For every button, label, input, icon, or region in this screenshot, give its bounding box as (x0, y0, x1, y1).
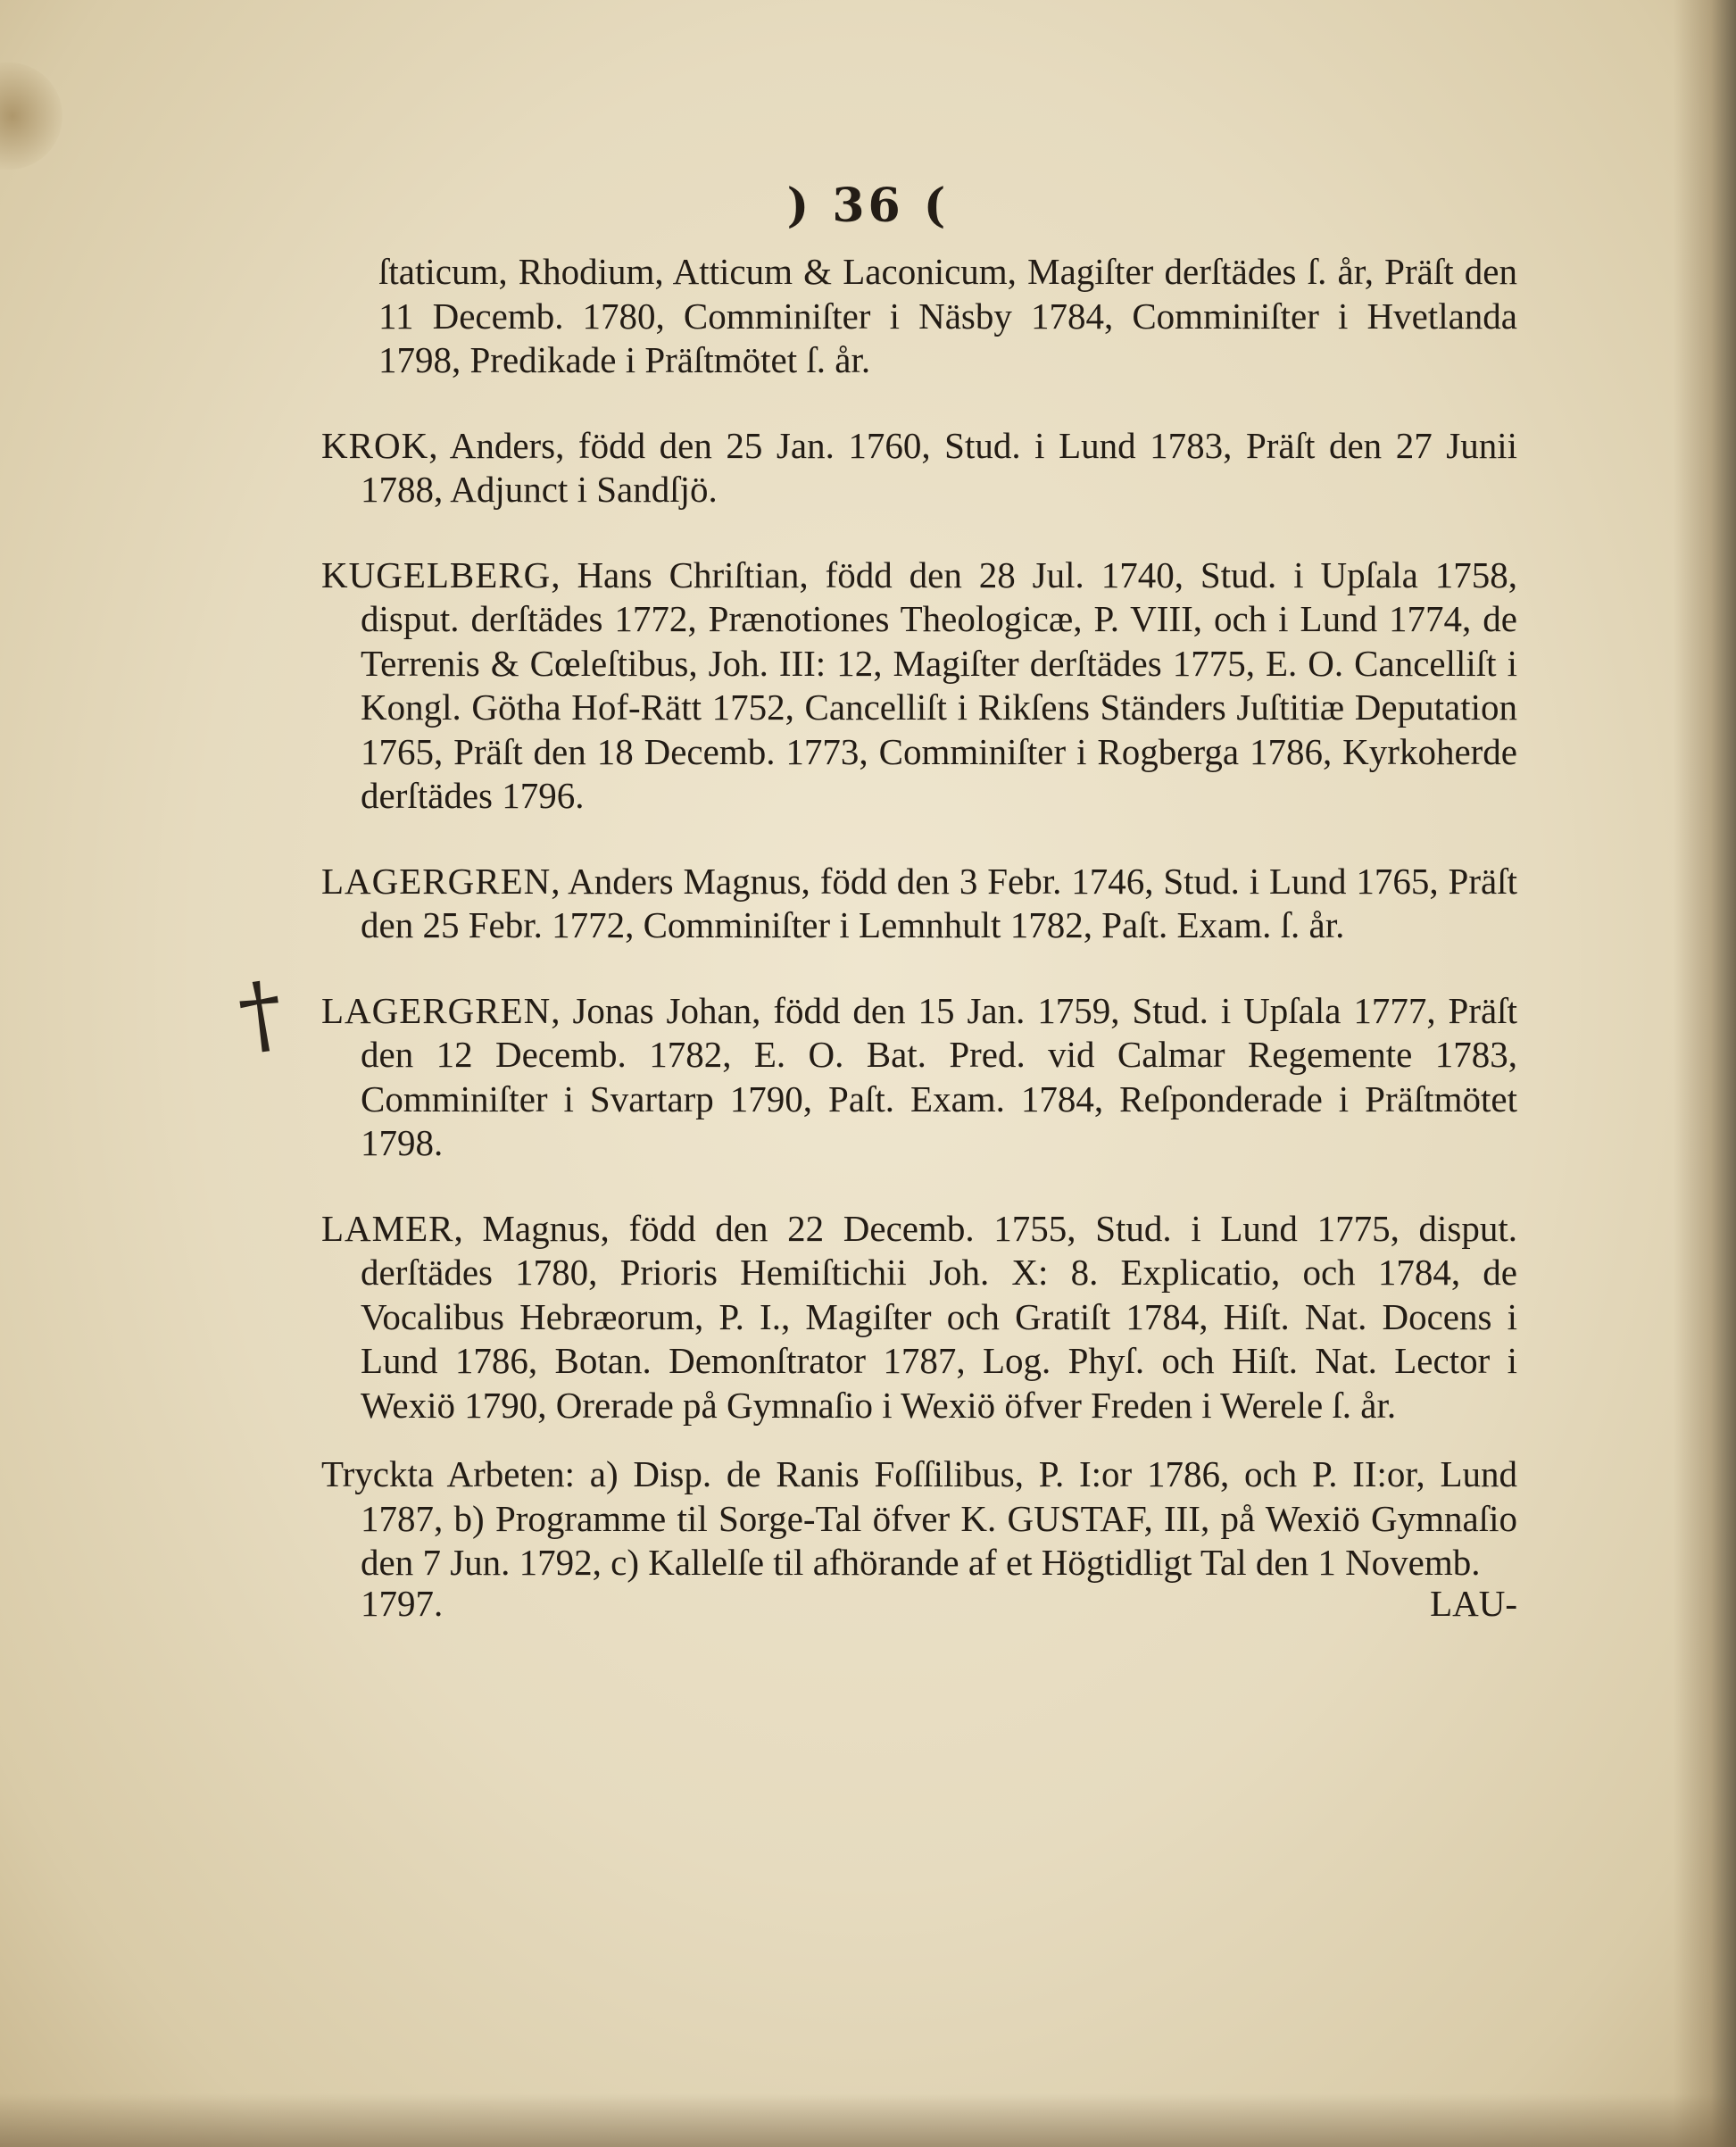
entry-continuation: ſtaticum, Rhodium, Atticum & Laconicum, Magiſter derſtädes ſ. år, Präſt den 11 Decemb. 1780, Comminiſter i Näsby 1784, Comminiſter i Hvetlanda 1798, Predikade i Präſtmötet ſ. år. (378, 251, 1517, 380)
page-footer-row (321, 1582, 1517, 1627)
entry-name: LAGERGREN (321, 860, 552, 902)
entry-text: , Anders, född den 25 Jan. 1760, Stud. i Lund 1783, Präſt den 27 Junii 1788, Adjunct i Sandſjö. (361, 424, 1517, 510)
page-edge-shadow (1674, 0, 1736, 2147)
entry-name: LAMER (321, 1207, 454, 1249)
printed-works: Tryckta Arbeten: a) Disp. de Ranis Foſſilibus, P. I:or 1786, och P. II:or, Lund 1787, b) Programme til Sorge-Tal öfver K. GUSTAF, III, på Wexiö Gymnaſio den 7 Jun. 1792, c) Kallelſe til afhörande af et Högtidligt Tal den 1 Novemb. (321, 1453, 1517, 1583)
paper-stain (0, 62, 62, 170)
entry-name: LAGERGREN (321, 989, 552, 1031)
page-body (321, 250, 1517, 1626)
entry-name: KUGELBERG (321, 553, 552, 595)
entry-text: , Anders Magnus, född den 3 Febr. 1746, Stud. i Lund 1765, Präſt den 25 Febr. 1772, Comminiſter i Lemnhult 1782, Paſt. Exam. ſ. år. (361, 860, 1517, 945)
handwritten-dagger-mark: † (232, 961, 289, 1067)
entry-text: , Magnus, född den 22 Decemb. 1755, Stud. i Lund 1775, disput. derſtädes 1780, Prioris Hemiſtichii Joh. X: 8. Explicatio, och 1784, de Vocalibus Hebræorum, P. I., Magiſter och Gratiſt 1784, Hiſt. Nat. Docens i Lund 1786, Botan. Demonſtrator 1787, Log. Phyſ. och Hiſt. Nat. Lector i Wexiö 1790, Orerade på Gymnaſio i Wexiö öfver Freden i Werele ſ. år. (361, 1207, 1517, 1426)
printed-works-last-line: 1797. (361, 1582, 444, 1624)
page-bottom-shadow (0, 2093, 1736, 2147)
entry-lamer (321, 1207, 1517, 1428)
page-number: ) 36 ( (786, 179, 950, 233)
entry-text: , Jonas Johan, född den 15 Jan. 1759, Stud. i Upſala 1777, Präſt den 12 Decemb. 1782, E. O. Bat. Pred. vid Calmar Regemente 1783, Comminiſter i Svartarp 1790, Paſt. Exam. 1784, Reſponderade i Präſtmötet 1798. (361, 989, 1517, 1163)
entry-text: , Hans Chriſtian, född den 28 Jul. 1740, Stud. i Upſala 1758, disput. derſtädes 1772, Prænotiones Theologicæ, P. VIII, och i Lund 1774, de Terrenis & Cœleſtibus, Joh. III: 12, Magiſter derſtädes 1775, E. O. Cancelliſt i Kongl. Götha Hof-Rätt 1752, Cancelliſt i Rikſens Ständers Juſtitiæ Deputation 1765, Präſt den 18 Decemb. 1773, Comminiſter i Rogberga 1786, Kyrkoherde derſtädes 1796. (361, 553, 1517, 816)
catchword: LAU- (1430, 1582, 1517, 1624)
entry-lagergren-jonas (321, 989, 1517, 1166)
entry-lagergren-anders (321, 860, 1517, 948)
entry-krok (321, 424, 1517, 512)
entry-kugelberg (321, 553, 1517, 819)
entry-name: KROK (321, 424, 429, 466)
